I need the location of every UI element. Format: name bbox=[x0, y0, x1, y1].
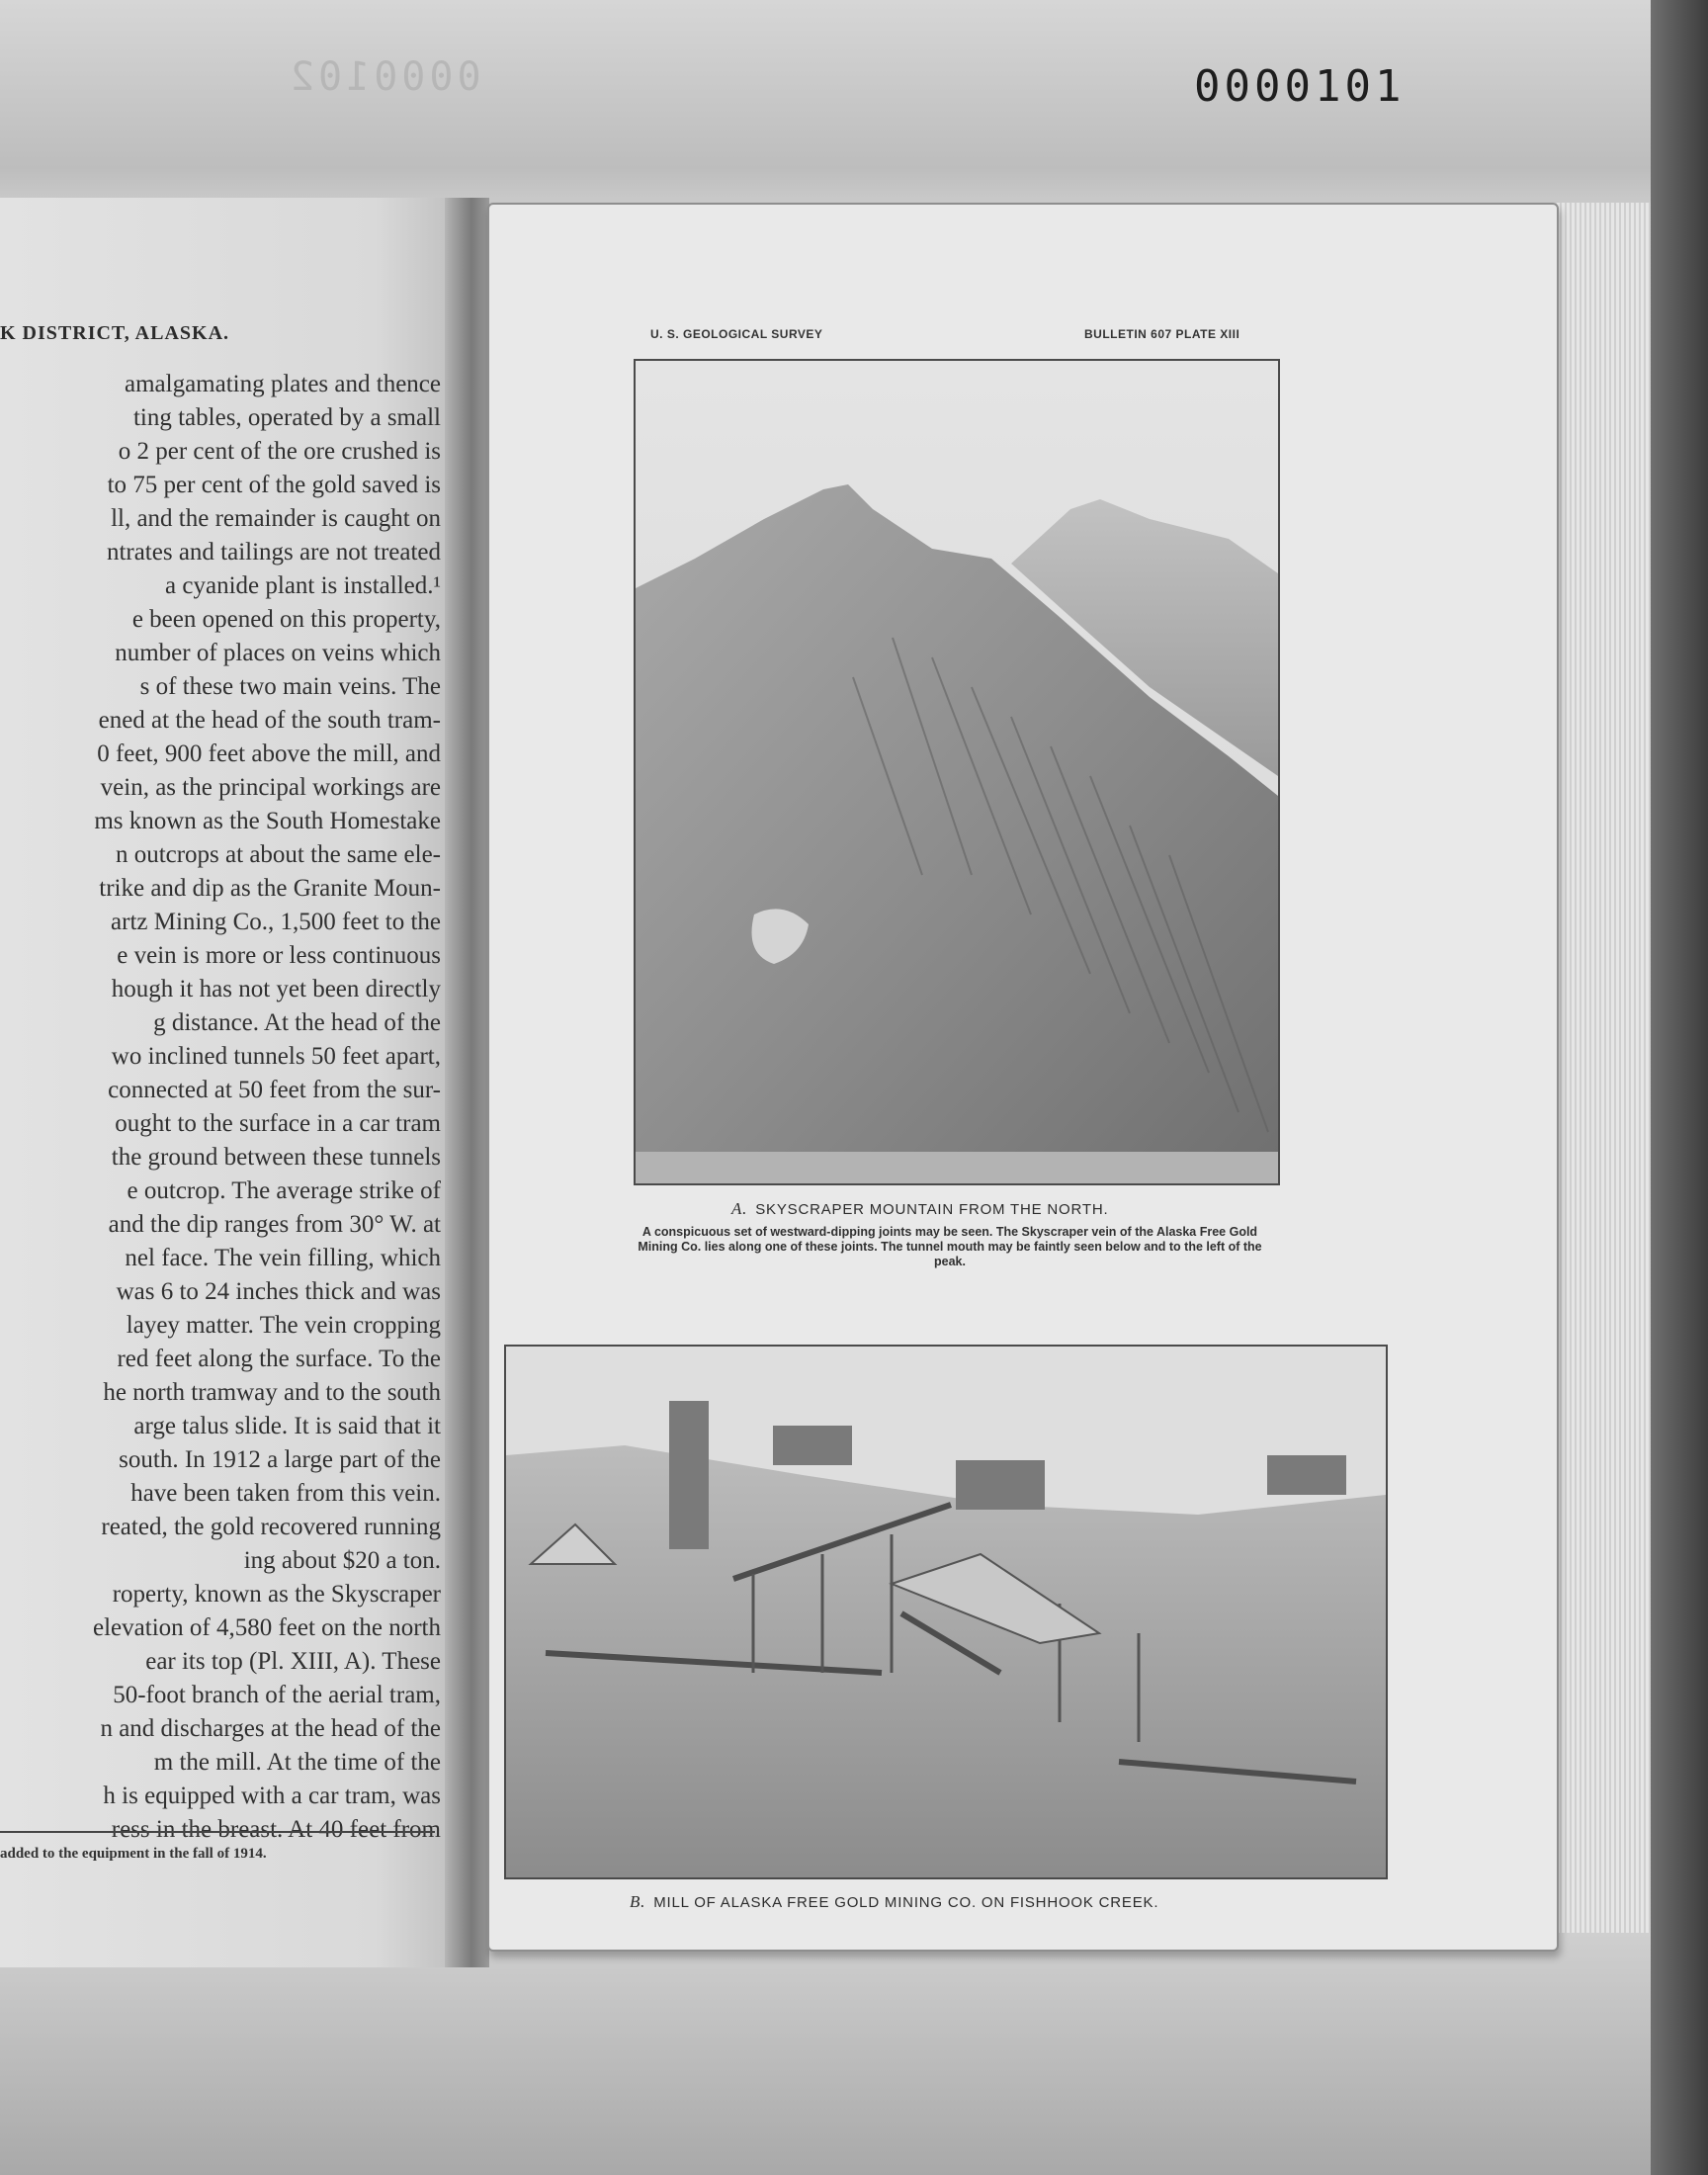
left-body-line: have been taken from this vein. bbox=[130, 1480, 441, 1507]
left-body-line: red feet along the surface. To the bbox=[117, 1346, 441, 1372]
left-body-line: vein, as the principal workings are bbox=[100, 774, 441, 801]
left-body-text bbox=[0, 368, 441, 1847]
photo-skyscraper-mountain bbox=[634, 359, 1280, 1185]
ghost-frame-number: 0000102 bbox=[287, 54, 481, 100]
left-body-line: number of places on veins which bbox=[115, 640, 441, 666]
left-body-line: ting tables, operated by a small bbox=[132, 404, 441, 431]
left-body-line: nel face. The vein filling, which bbox=[125, 1245, 441, 1271]
left-body-line: e vein is more or less continuous bbox=[117, 942, 441, 969]
left-body-line: h is equipped with a car tram, was bbox=[103, 1783, 441, 1809]
left-body-line: m the mill. At the time of the bbox=[153, 1749, 441, 1776]
left-body-line: n and discharges at the head of the bbox=[100, 1715, 441, 1742]
left-body-line: wo inclined tunnels 50 feet apart, bbox=[111, 1043, 441, 1070]
left-body-line: ought to the surface in a car tram bbox=[115, 1110, 441, 1137]
figure-a-title: SKYSCRAPER MOUNTAIN FROM THE NORTH. bbox=[755, 1201, 1109, 1218]
left-body-line: arge talus slide. It is said that it bbox=[133, 1413, 441, 1439]
footnote-rule bbox=[0, 1831, 435, 1833]
mountain-illustration bbox=[636, 361, 1278, 1183]
figure-a-caption bbox=[731, 1199, 1108, 1219]
figure-b-title: MILL OF ALASKA FREE GOLD MINING CO. ON FISHHOOK CREEK. bbox=[653, 1894, 1159, 1911]
left-body-line: reated, the gold recovered running bbox=[101, 1514, 441, 1540]
left-running-head: K DISTRICT, ALASKA. bbox=[0, 322, 230, 344]
left-body-line: he north tramway and to the south bbox=[103, 1379, 441, 1406]
left-body-line: the ground between these tunnels bbox=[111, 1144, 441, 1171]
left-body-line: layey matter. The vein cropping bbox=[126, 1312, 441, 1339]
left-body-line: ntrates and tailings are not treated bbox=[106, 539, 441, 566]
photo-mill bbox=[504, 1345, 1388, 1879]
left-body-line: hough it has not yet been directly bbox=[111, 976, 441, 1002]
left-body-line: ll, and the remainder is caught on bbox=[111, 505, 441, 532]
left-body-line: connected at 50 feet from the sur- bbox=[108, 1077, 441, 1103]
left-footnote: added to the equipment in the fall of 1914. bbox=[0, 1846, 267, 1862]
left-body-line: was 6 to 24 inches thick and was bbox=[116, 1278, 441, 1305]
left-body-line: ms known as the South Homestake bbox=[94, 808, 441, 834]
plate-header-survey: U. S. GEOLOGICAL SURVEY bbox=[650, 327, 823, 341]
left-body-line: roperty, known as the Skyscraper bbox=[112, 1581, 441, 1608]
left-body-line: s of these two main veins. The bbox=[139, 673, 441, 700]
left-body-line: ing about $20 a ton. bbox=[243, 1547, 441, 1574]
left-body-line: e been opened on this property, bbox=[131, 606, 441, 633]
left-body-line: artz Mining Co., 1,500 feet to the bbox=[111, 909, 441, 935]
left-body-line: elevation of 4,580 feet on the north bbox=[93, 1614, 441, 1641]
left-body-line: and the dip ranges from 30° W. at bbox=[108, 1211, 441, 1238]
left-body-line: e outcrop. The average strike of bbox=[127, 1177, 441, 1204]
left-body-line: 50-foot branch of the aerial tram, bbox=[113, 1682, 441, 1708]
left-body-line: n outcrops at about the same ele- bbox=[115, 841, 441, 868]
left-body-line: o 2 per cent of the ore crushed is bbox=[118, 438, 441, 465]
book-gutter bbox=[445, 198, 489, 1967]
left-body-line: to 75 per cent of the gold saved is bbox=[107, 472, 441, 498]
left-body-line: trike and dip as the Granite Moun- bbox=[99, 875, 441, 902]
left-body-line: south. In 1912 a large part of the bbox=[119, 1446, 441, 1473]
left-body-line: ress in the breast. At 40 feet from bbox=[111, 1816, 441, 1843]
left-body-line: ear its top (Pl. XIII, A). These bbox=[145, 1648, 441, 1675]
left-body-line: ened at the head of the south tram- bbox=[98, 707, 441, 734]
figure-a-letter: A. bbox=[731, 1199, 748, 1218]
page-edges bbox=[1542, 203, 1655, 1933]
left-body-line: a cyanide plant is installed.¹ bbox=[165, 572, 441, 599]
left-body-line: 0 feet, 900 feet above the mill, and bbox=[97, 740, 441, 767]
figure-b-caption bbox=[630, 1892, 1158, 1912]
scan-right-margin bbox=[1651, 0, 1708, 2175]
figure-a-description: A conspicuous set of westward-dipping joints may be seen. The Skyscraper vein of the Alaska Free Gold Mining Co. lies along one of these joints. The tunnel mouth may be faintly seen below and to the left of the peak. bbox=[638, 1225, 1262, 1268]
plate-header-bulletin: BULLETIN 607 PLATE XIII bbox=[1084, 327, 1240, 341]
mill-illustration bbox=[506, 1347, 1386, 1877]
figure-b-letter: B. bbox=[630, 1892, 646, 1911]
left-body-line: amalgamating plates and thence bbox=[124, 371, 441, 397]
left-body-line: g distance. At the head of the bbox=[153, 1009, 441, 1036]
frame-number: 0000101 bbox=[1194, 61, 1406, 112]
